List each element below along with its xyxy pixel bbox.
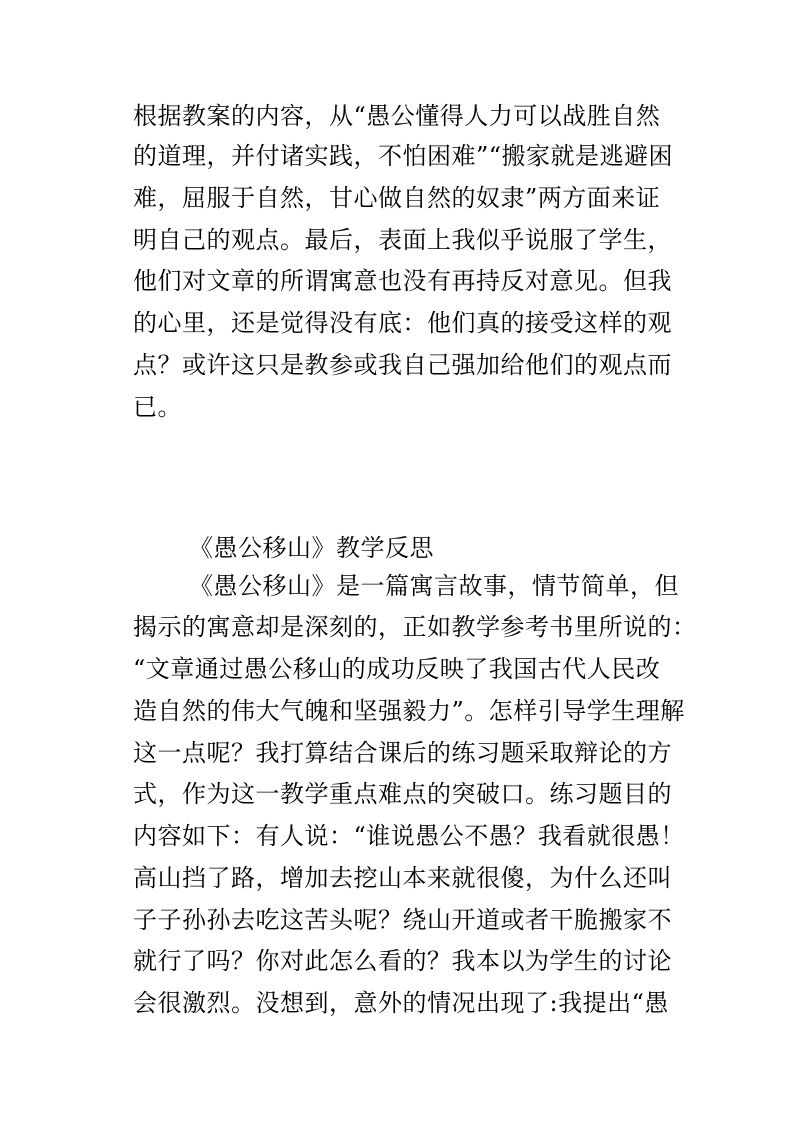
paragraph-line: 内容如下：有人说：“谁说愚公不愚？我看就很愚！ (133, 822, 685, 850)
paragraph-line: 的道理，并付诸实践，不怕困难”“搬家就是逃避困 (133, 142, 674, 170)
paragraph-line: 高山挡了路，增加去挖山本来就很傻，为什么还叫 (133, 864, 672, 892)
paragraph-line: 式，作为这一教学重点难点的突破口。练习题目的 (133, 780, 672, 808)
paragraph-line: 这一点呢？我打算结合课后的练习题采取辩论的方 (133, 739, 672, 767)
paragraph-line: 明自己的观点。最后，表面上我似乎说服了学生， (133, 226, 672, 254)
paragraph-line: 的心里，还是觉得没有底：他们真的接受这样的观 (133, 309, 672, 337)
section-title: 《愚公移山》教学反思 (189, 534, 434, 562)
paragraph-line: 难，屈服于自然，甘心做自然的奴隶”两方面来证 (133, 184, 661, 212)
paragraph-line: 根据教案的内容，从“愚公懂得人力可以战胜自然 (133, 102, 661, 130)
paragraph-line: 会很激烈。没想到，意外的情况出现了:我提出“愚 (133, 989, 669, 1017)
paragraph-line: 点？或许这只是教参或我自己强加给他们的观点而 (133, 351, 672, 379)
paragraph-line: 就行了吗？你对此怎么看的？我本以为学生的讨论 (133, 947, 672, 975)
paragraph-line: 子子孙孙去吃这苦头呢？绕山开道或者干脆搬家不 (133, 906, 672, 934)
paragraph-line: 《愚公移山》是一篇寓言故事，情节简单，但 (189, 572, 679, 600)
paragraph-line: 揭示的寓意却是深刻的，正如教学参考书里所说的： (133, 613, 697, 641)
paragraph-line: “文章通过愚公移山的成功反映了我国古代人民改 (133, 655, 661, 683)
paragraph-line: 已。 (133, 393, 182, 421)
paragraph-line: 他们对文章的所谓寓意也没有再持反对意见。但我 (133, 267, 672, 295)
paragraph-line: 造自然的伟大气魄和坚强毅力”。怎样引导学生理解 (133, 697, 685, 725)
